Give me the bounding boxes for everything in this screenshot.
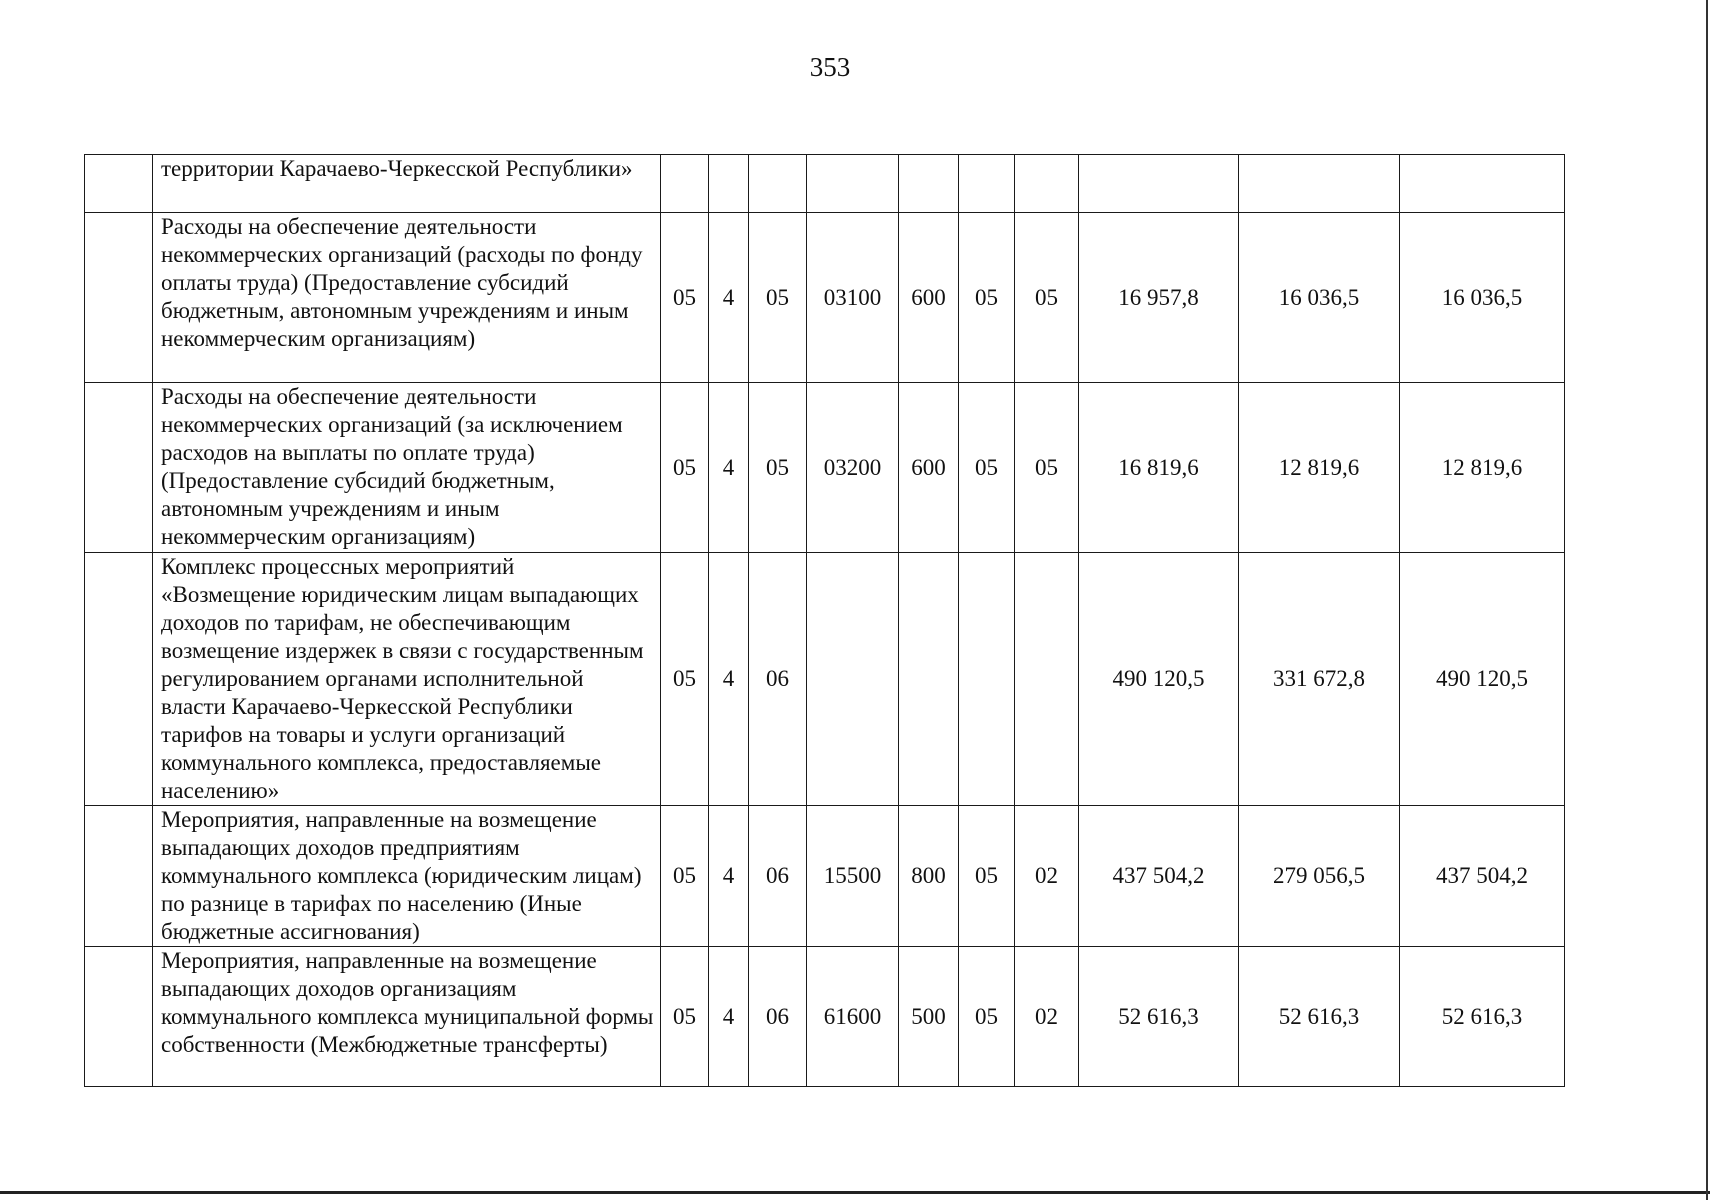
code-cell: 05: [1015, 383, 1079, 553]
row-number-cell: [85, 553, 153, 806]
code-cell: 05: [661, 213, 709, 383]
code-cell: [749, 155, 807, 213]
code-cell: 06: [749, 947, 807, 1087]
amount-cell: 12 819,6: [1239, 383, 1400, 553]
code-cell: 05: [749, 383, 807, 553]
table-row: [85, 213, 1565, 383]
amount-cell: 490 120,5: [1400, 553, 1565, 806]
page-number: 353: [809, 52, 851, 82]
code-cell: [661, 155, 709, 213]
code-cell: 02: [1015, 947, 1079, 1087]
scan-bottom-edge: [0, 1191, 1710, 1194]
amount-cell: [1079, 155, 1239, 213]
row-number-cell: [85, 947, 153, 1087]
code-cell: 05: [749, 213, 807, 383]
code-cell: [709, 155, 749, 213]
code-cell: 4: [709, 947, 749, 1087]
amount-cell: 16 819,6: [1079, 383, 1239, 553]
amount-cell: [1239, 155, 1400, 213]
amount-cell: 16 957,8: [1079, 213, 1239, 383]
row-number-cell: [85, 213, 153, 383]
row-number-cell: [85, 155, 153, 213]
table-row: [85, 383, 1565, 553]
row-number-cell: [85, 806, 153, 947]
table-row: [85, 947, 1565, 1087]
amount-cell: 437 504,2: [1079, 806, 1239, 947]
item-name: Мероприятия, направленные на возмещение выпадающих доходов предприятиям коммунального комплекса (юридическим лицам) по разнице в тарифах по населению (Иные бюджетные ассигнования): [153, 806, 661, 947]
code-cell: 06: [749, 553, 807, 806]
code-cell: [959, 155, 1015, 213]
amount-cell: [1400, 155, 1565, 213]
code-cell: [1015, 553, 1079, 806]
item-name: Комплекс процессных мероприятий «Возмещение юридическим лицам выпадающих доходов по тарифам, не обеспечивающим возмещение издержек в связи с государственным регулированием органами исполнительной власти Карачаево-Черкесской Республики тарифов на товары и услуги организаций коммунального комплекса, предоставляемые населению»: [153, 553, 661, 806]
row-number-cell: [85, 383, 153, 553]
amount-cell: 331 672,8: [1239, 553, 1400, 806]
code-cell: 4: [709, 213, 749, 383]
code-cell: 05: [661, 383, 709, 553]
code-cell: 05: [661, 947, 709, 1087]
code-cell: 05: [959, 806, 1015, 947]
amount-cell: 437 504,2: [1400, 806, 1565, 947]
code-cell: 05: [959, 213, 1015, 383]
amount-cell: 279 056,5: [1239, 806, 1400, 947]
item-name: Расходы на обеспечение деятельности некоммерческих организаций (расходы по фонду оплаты труда) (Предоставление субсидий бюджетным, автономным учреждениям и иным некоммерческим организациям): [153, 213, 661, 383]
code-cell: [899, 553, 959, 806]
code-cell: 600: [899, 213, 959, 383]
item-name: Мероприятия, направленные на возмещение выпадающих доходов организациям коммунального комплекса муниципальной формы собственности (Межбюджетные трансферты): [153, 947, 661, 1087]
budget-table: [84, 154, 1565, 1087]
code-cell: 800: [899, 806, 959, 947]
code-cell: 500: [899, 947, 959, 1087]
code-cell: 15500: [807, 806, 899, 947]
amount-cell: 12 819,6: [1400, 383, 1565, 553]
code-cell: 05: [959, 383, 1015, 553]
code-cell: 06: [749, 806, 807, 947]
code-cell: 05: [661, 553, 709, 806]
code-cell: [899, 155, 959, 213]
code-cell: 03100: [807, 213, 899, 383]
item-name: Расходы на обеспечение деятельности некоммерческих организаций (за исключением расходов на выплаты по оплате труда) (Предоставление субсидий бюджетным, автономным учреждениям и иным некоммерческим организациям): [153, 383, 661, 553]
code-cell: 4: [709, 553, 749, 806]
table-row: [85, 553, 1565, 806]
code-cell: 05: [661, 806, 709, 947]
code-cell: [959, 553, 1015, 806]
amount-cell: 16 036,5: [1239, 213, 1400, 383]
amount-cell: 490 120,5: [1079, 553, 1239, 806]
scan-right-edge: [1706, 0, 1708, 1200]
code-cell: 4: [709, 806, 749, 947]
code-cell: 600: [899, 383, 959, 553]
code-cell: [807, 553, 899, 806]
amount-cell: 52 616,3: [1239, 947, 1400, 1087]
table-row: [85, 806, 1565, 947]
code-cell: 61600: [807, 947, 899, 1087]
code-cell: 05: [959, 947, 1015, 1087]
code-cell: 4: [709, 383, 749, 553]
amount-cell: 52 616,3: [1079, 947, 1239, 1087]
code-cell: 02: [1015, 806, 1079, 947]
item-name: территории Карачаево-Черкесской Республики»: [153, 155, 661, 213]
table-row: [85, 155, 1565, 213]
amount-cell: 52 616,3: [1400, 947, 1565, 1087]
code-cell: 05: [1015, 213, 1079, 383]
code-cell: [807, 155, 899, 213]
amount-cell: 16 036,5: [1400, 213, 1565, 383]
code-cell: [1015, 155, 1079, 213]
code-cell: 03200: [807, 383, 899, 553]
